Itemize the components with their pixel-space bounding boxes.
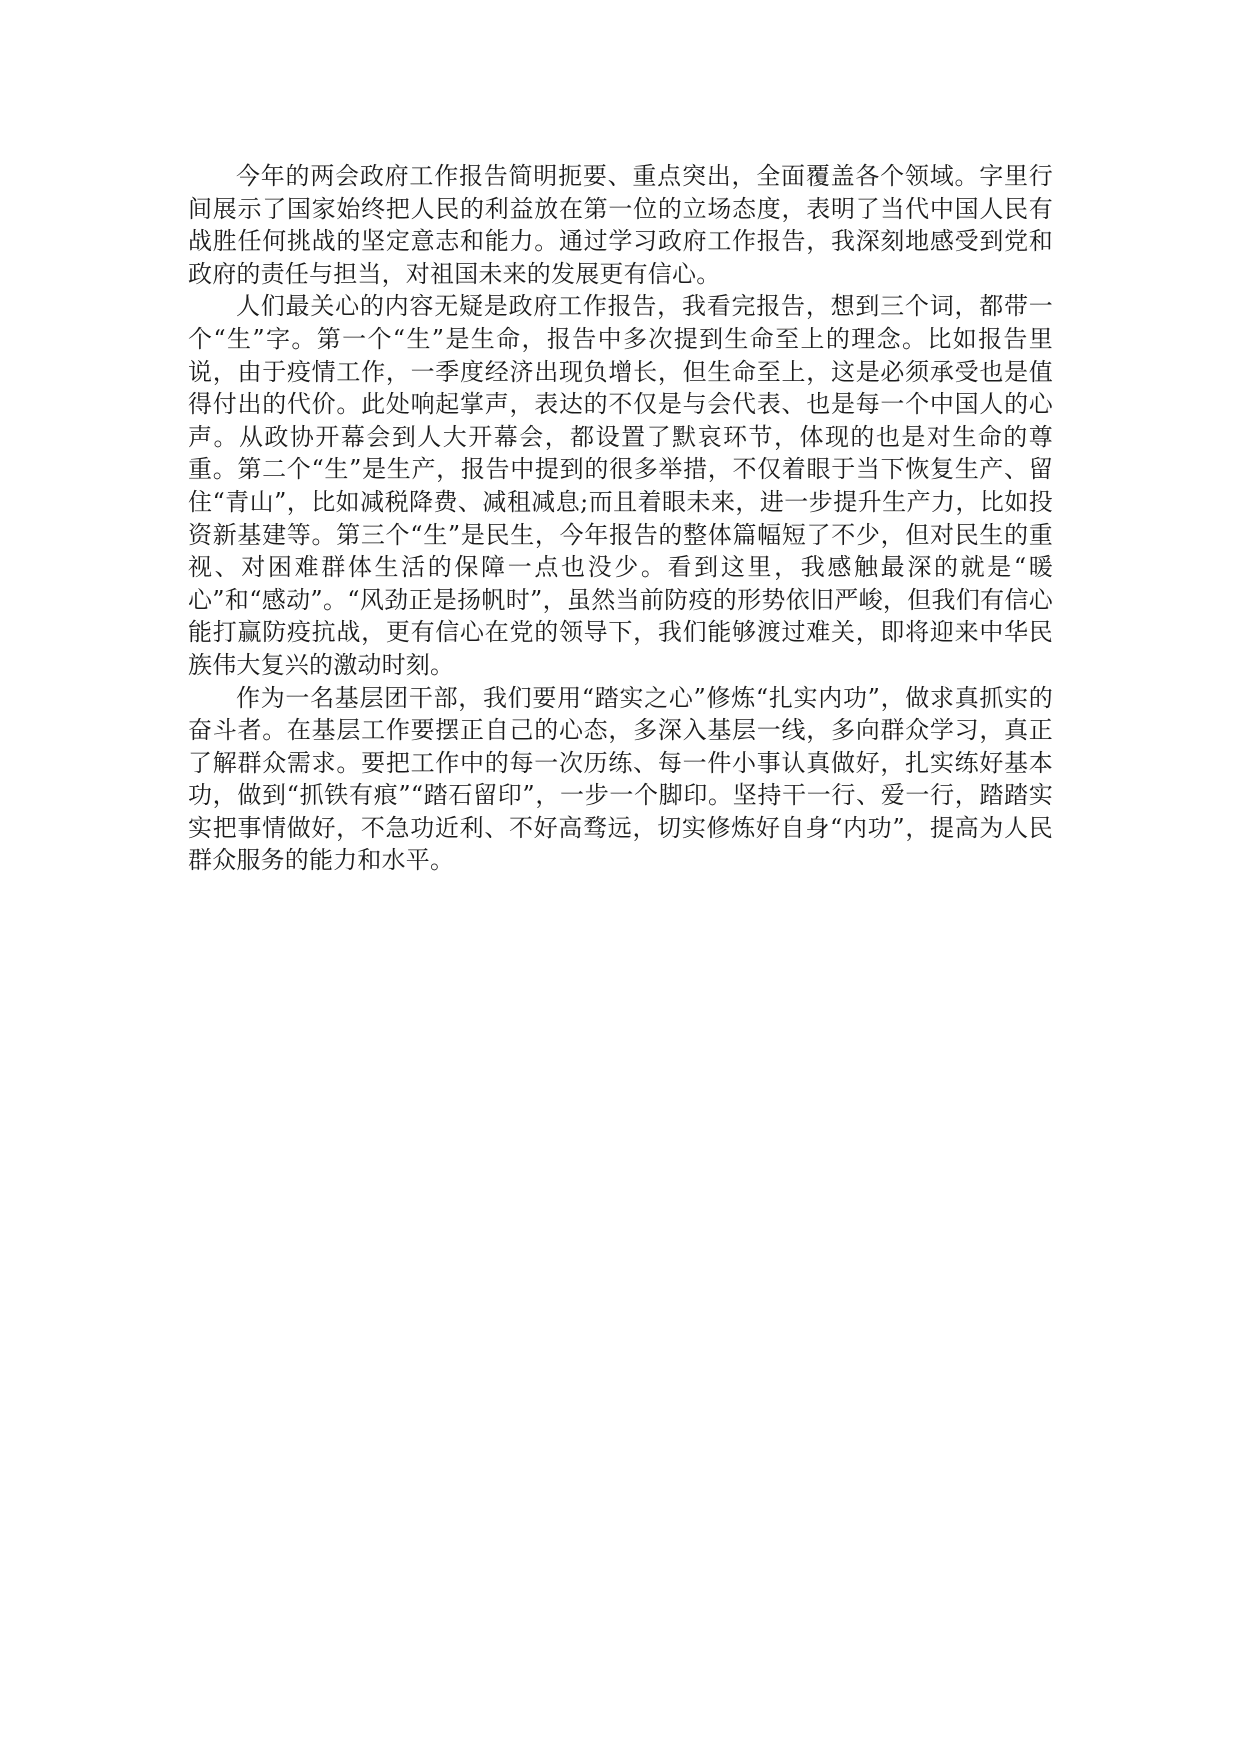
paragraph-2: 人们最关心的内容无疑是政府工作报告，我看完报告，想到三个词，都带一个“生”字。第一个“生”是生命，报告中多次提到生命至上的理念。比如报告里说，由于疫情工作，一季度经济出现负增长，但生命至上，这是必须承受也是值得付出的代价。此处响起掌声，表达的不仅是与会代表、也是每一个中国人的心声。从政协开幕会到人大开幕会，都设置了默哀环节，体现的也是对生命的尊重。第二个“生”是生产，报告中提到的很多举措，不仅着眼于当下恢复生产、留住“青山”，比如减税降费、减租减息;而且着眼未来，进一步提升生产力，比如投资新基建等。第三个“生”是民生，今年报告的整体篇幅短了不少，但对民生的重视、对困难群体生活的保障一点也没少。看到这里，我感触最深的就是“暖心”和“感动”。“风劲正是扬帆时”，虽然当前防疫的形势依旧严峻，但我们有信心能打赢防疫抗战，更有信心在党的领导下，我们能够渡过难关，即将迎来中华民族伟大复兴的激动时刻。 <box>188 292 1053 679</box>
document-body <box>188 160 1053 877</box>
paragraph-3: 作为一名基层团干部，我们要用“踏实之心”修炼“扎实内功”，做求真抓实的奋斗者。在基层工作要摆正自己的心态，多深入基层一线，多向群众学习，真正了解群众需求。要把工作中的每一次历练、每一件小事认真做好，扎实练好基本功，做到“抓铁有痕”“踏石留印”，一步一个脚印。坚持干一行、爱一行，踏踏实实把事情做好，不急功近利、不好高骛远，切实修炼好自身“内功”，提高为人民群众服务的能力和水平。 <box>188 683 1053 875</box>
paragraph-1: 今年的两会政府工作报告简明扼要、重点突出，全面覆盖各个领域。字里行间展示了国家始终把人民的利益放在第一位的立场态度，表明了当代中国人民有战胜任何挑战的坚定意志和能力。通过学习政府工作报告，我深刻地感受到党和政府的责任与担当，对祖国未来的发展更有信心。 <box>188 162 1053 288</box>
